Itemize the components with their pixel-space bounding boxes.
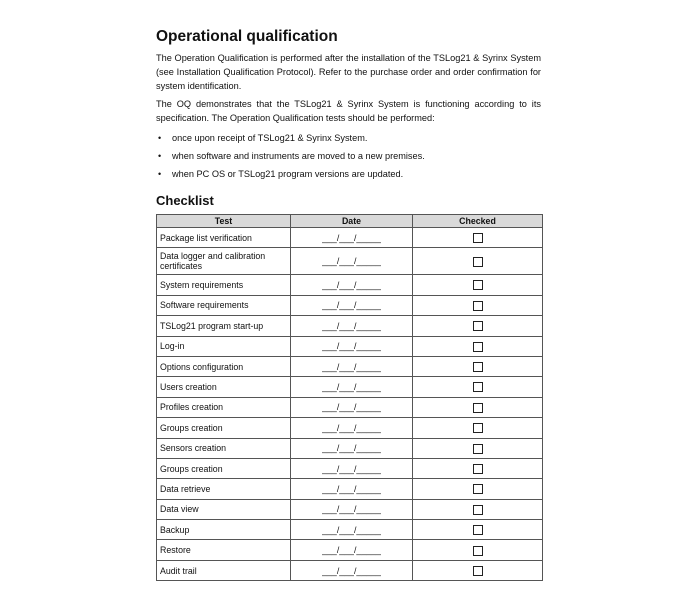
column-header-test: Test: [157, 215, 291, 228]
test-name-cell: Software requirements: [157, 295, 291, 315]
bullet-icon: •: [158, 133, 162, 143]
table-row: [157, 479, 543, 499]
table-row: [157, 560, 543, 580]
checked-cell: [413, 377, 543, 397]
test-name-cell: Data retrieve: [157, 479, 291, 499]
date-field[interactable]: ___/___/_____: [291, 228, 413, 248]
date-field[interactable]: ___/___/_____: [291, 336, 413, 356]
bullet-icon: •: [158, 169, 162, 179]
test-name-cell: System requirements: [157, 275, 291, 295]
checked-cell: [413, 397, 543, 417]
checked-cell: [413, 316, 543, 336]
checked-cell: [413, 520, 543, 540]
checked-cell: [413, 356, 543, 376]
table-row: [157, 438, 543, 458]
test-name-cell: TSLog21 program start-up: [157, 316, 291, 336]
checkbox[interactable]: [473, 382, 483, 392]
table-row: [157, 540, 543, 560]
table-row: [157, 248, 543, 275]
test-name-cell: Groups creation: [157, 418, 291, 438]
date-field[interactable]: ___/___/_____: [291, 356, 413, 376]
date-field[interactable]: ___/___/_____: [291, 377, 413, 397]
table-row: [157, 418, 543, 438]
checked-cell: [413, 479, 543, 499]
table-row: [157, 228, 543, 248]
document-content: [156, 28, 541, 581]
bullet-text: once upon receipt of TSLog21 & Syrinx System.: [172, 133, 368, 143]
bullet-item: [156, 165, 541, 183]
date-field[interactable]: ___/___/_____: [291, 316, 413, 336]
test-name-cell: Data logger and calibration certificates: [157, 248, 291, 275]
table-header-row: [157, 215, 543, 228]
checked-cell: [413, 438, 543, 458]
date-field[interactable]: ___/___/_____: [291, 479, 413, 499]
date-field[interactable]: ___/___/_____: [291, 499, 413, 519]
bullet-icon: •: [158, 151, 162, 161]
checked-cell: [413, 275, 543, 295]
checkbox[interactable]: [473, 505, 483, 515]
test-name-cell: Groups creation: [157, 458, 291, 478]
checked-cell: [413, 540, 543, 560]
date-field[interactable]: ___/___/_____: [291, 295, 413, 315]
oq-paragraph: The OQ demonstrates that the TSLog21 & Syrinx System is functioning according to its specification. The Operation Qualification tests should be performed:: [156, 99, 541, 123]
checkbox[interactable]: [473, 484, 483, 494]
intro-paragraph: The Operation Qualification is performed after the installation of the TSLog21 & Syrinx System (see Installation Qualification Protocol). Refer to the purchase order and order confirmation for system identification.: [156, 53, 541, 91]
checkbox[interactable]: [473, 301, 483, 311]
checked-cell: [413, 499, 543, 519]
bullet-text: when software and instruments are moved to a new premises.: [172, 151, 425, 161]
checked-cell: [413, 336, 543, 356]
bullet-item: [156, 147, 541, 165]
test-name-cell: Options configuration: [157, 356, 291, 376]
checkbox[interactable]: [473, 403, 483, 413]
checklist-table: [156, 214, 543, 581]
table-row: [157, 295, 543, 315]
bullet-item: [156, 129, 541, 147]
test-name-cell: Users creation: [157, 377, 291, 397]
table-row: [157, 520, 543, 540]
checkbox[interactable]: [473, 546, 483, 556]
test-name-cell: Restore: [157, 540, 291, 560]
test-name-cell: Backup: [157, 520, 291, 540]
table-row: [157, 499, 543, 519]
table-row: [157, 316, 543, 336]
test-name-cell: Log-in: [157, 336, 291, 356]
date-field[interactable]: ___/___/_____: [291, 458, 413, 478]
table-row: [157, 336, 543, 356]
checklist-title: Checklist: [156, 193, 214, 208]
table-row: [157, 356, 543, 376]
date-field[interactable]: ___/___/_____: [291, 520, 413, 540]
checked-cell: [413, 458, 543, 478]
table-row: [157, 377, 543, 397]
checkbox[interactable]: [473, 342, 483, 352]
checked-cell: [413, 228, 543, 248]
checkbox[interactable]: [473, 525, 483, 535]
checkbox[interactable]: [473, 257, 483, 267]
test-name-cell: Profiles creation: [157, 397, 291, 417]
date-field[interactable]: ___/___/_____: [291, 418, 413, 438]
checkbox[interactable]: [473, 464, 483, 474]
bullet-list: [156, 129, 541, 183]
test-name-cell: Sensors creation: [157, 438, 291, 458]
test-name-cell: Data view: [157, 499, 291, 519]
checkbox[interactable]: [473, 321, 483, 331]
test-name-cell: Audit trail: [157, 560, 291, 580]
page-title: Operational qualification: [156, 28, 338, 45]
date-field[interactable]: ___/___/_____: [291, 397, 413, 417]
table-row: [157, 275, 543, 295]
table-row: [157, 397, 543, 417]
column-header-date: Date: [291, 215, 413, 228]
date-field[interactable]: ___/___/_____: [291, 438, 413, 458]
checked-cell: [413, 418, 543, 438]
date-field[interactable]: ___/___/_____: [291, 540, 413, 560]
date-field[interactable]: ___/___/_____: [291, 275, 413, 295]
table-row: [157, 458, 543, 478]
date-field[interactable]: ___/___/_____: [291, 248, 413, 275]
checkbox[interactable]: [473, 423, 483, 433]
column-header-checked: Checked: [413, 215, 543, 228]
checked-cell: [413, 560, 543, 580]
checked-cell: [413, 295, 543, 315]
checkbox[interactable]: [473, 444, 483, 454]
date-field[interactable]: ___/___/_____: [291, 560, 413, 580]
checkbox[interactable]: [473, 233, 483, 243]
checked-cell: [413, 248, 543, 275]
checkbox[interactable]: [473, 362, 483, 372]
checkbox[interactable]: [473, 280, 483, 290]
bullet-text: when PC OS or TSLog21 program versions are updated.: [172, 169, 404, 179]
test-name-cell: Package list verification: [157, 228, 291, 248]
checkbox[interactable]: [473, 566, 483, 576]
